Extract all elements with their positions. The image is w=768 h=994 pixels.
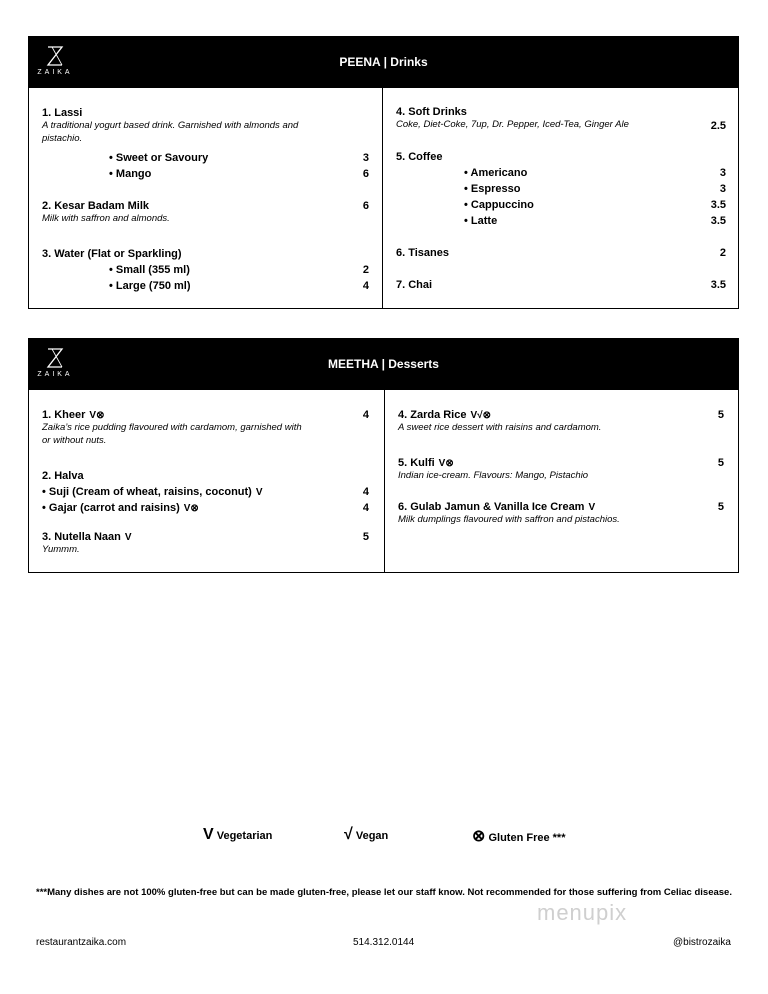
menu-item-kheer: 1. Kheer V⊗ Zaika’s rice pudding flavoured with cardamom, garnished with or without nuts. xyxy=(42,409,302,446)
option-gajar: • Gajar (carrot and raisins) V⊗ xyxy=(42,502,199,514)
vegetarian-icon: V xyxy=(203,826,214,843)
price: 5 xyxy=(362,531,369,543)
phone-number: 514.312.0144 xyxy=(353,937,415,948)
price: 5 xyxy=(717,409,724,421)
legend-gluten-free: ⊗ Gluten Free *** xyxy=(472,828,566,845)
price: 3 xyxy=(362,152,369,164)
diet-symbols: V√⊗ xyxy=(470,410,492,421)
diet-symbols: V⊗ xyxy=(438,458,454,469)
price: 3.5 xyxy=(710,199,726,211)
price: 2 xyxy=(719,247,726,259)
gluten-note: ***Many dishes are not 100% gluten-free but can be made gluten-free, please let our staff know. Not recommended for those suffering from Celiac disease. xyxy=(36,887,732,898)
desserts-title: MEETHA | Desserts xyxy=(328,357,439,371)
menu-item-water: 3. Water (Flat or Sparkling) xyxy=(42,248,182,260)
zaika-logo: ZAIKA xyxy=(35,347,75,381)
price: 3.5 xyxy=(710,279,726,291)
diet-symbols: V⊗ xyxy=(89,410,105,421)
watermark: menupix xyxy=(537,900,628,925)
option-small: • Small (355 ml) xyxy=(109,264,190,276)
column-divider xyxy=(384,390,385,573)
menu-item-lassi: 1. Lassi A traditional yogurt based drink. Garnished with almonds and pistachio. xyxy=(42,107,299,144)
drinks-title: PEENA | Drinks xyxy=(339,55,428,69)
diet-symbols: V⊗ xyxy=(183,503,199,514)
menu-item-kulfi: 5. Kulfi V⊗ Indian ice-cream. Flavours: Mango, Pistachio xyxy=(398,457,589,481)
price: 4 xyxy=(362,502,369,514)
vegan-icon: √ xyxy=(344,826,353,843)
menu-item-tisanes: 6. Tisanes xyxy=(396,247,449,259)
price: 4 xyxy=(362,486,369,498)
price: 4 xyxy=(362,280,369,292)
option-americano: • Americano xyxy=(464,167,528,179)
option-espresso: • Espresso xyxy=(464,183,521,195)
menu-item-zarda-rice: 4. Zarda Rice V√⊗ A sweet rice dessert with raisins and cardamom. xyxy=(398,409,602,433)
price: 5 xyxy=(717,501,724,513)
menu-item-gulab-jamun: 6. Gulab Jamun & Vanilla Ice Cream V Milk dumplings flavoured with saffron and pistachios. xyxy=(398,501,620,525)
diet-symbols: V xyxy=(255,487,263,498)
legend-vegetarian: V Vegetarian xyxy=(203,826,273,843)
option-mango: • Mango xyxy=(109,168,152,180)
website-link[interactable]: restaurantzaika.com xyxy=(36,937,127,948)
desserts-section xyxy=(28,338,739,573)
menu-item-coffee: 5. Coffee xyxy=(396,151,443,163)
price: 6 xyxy=(362,168,369,180)
menu-item-soft-drinks: 4. Soft Drinks Coke, Diet-Coke, 7up, Dr. Pepper, Iced-Tea, Ginger Ale xyxy=(396,106,629,130)
option-latte: • Latte xyxy=(464,215,498,227)
menu-item-halva: 2. Halva xyxy=(42,470,84,482)
price: 2 xyxy=(362,264,369,276)
price: 5 xyxy=(717,457,724,469)
price: 4 xyxy=(362,409,369,421)
zaika-logo: ZAIKA xyxy=(35,45,75,79)
gluten-free-icon: ⊗ xyxy=(472,828,486,845)
option-suji: • Suji (Cream of wheat, raisins, coconut) V xyxy=(42,486,263,498)
desserts-header xyxy=(29,339,738,390)
menu-item-chai: 7. Chai xyxy=(396,279,433,291)
social-handle: @bistrozaika xyxy=(673,937,731,948)
menu-item-nutella-naan: 3. Nutella Naan V Yummm. xyxy=(42,531,132,555)
price: 6 xyxy=(362,200,369,212)
menu-item-kesar-badam-milk: 2. Kesar Badam Milk Milk with saffron and almonds. xyxy=(42,200,170,224)
drinks-header xyxy=(29,37,738,88)
price: 2.5 xyxy=(710,120,726,132)
diet-symbols: V xyxy=(124,532,132,543)
price: 3.5 xyxy=(710,215,726,227)
option-cappuccino: • Cappuccino xyxy=(464,199,534,211)
drinks-section xyxy=(28,36,739,309)
diet-symbols: V xyxy=(588,502,596,513)
column-divider xyxy=(382,88,383,309)
option-large: • Large (750 ml) xyxy=(109,280,191,292)
price: 3 xyxy=(719,167,726,179)
price: 3 xyxy=(719,183,726,195)
option-sweet-savoury: • Sweet or Savoury xyxy=(109,152,209,164)
legend-vegan: √ Vegan xyxy=(344,826,389,843)
